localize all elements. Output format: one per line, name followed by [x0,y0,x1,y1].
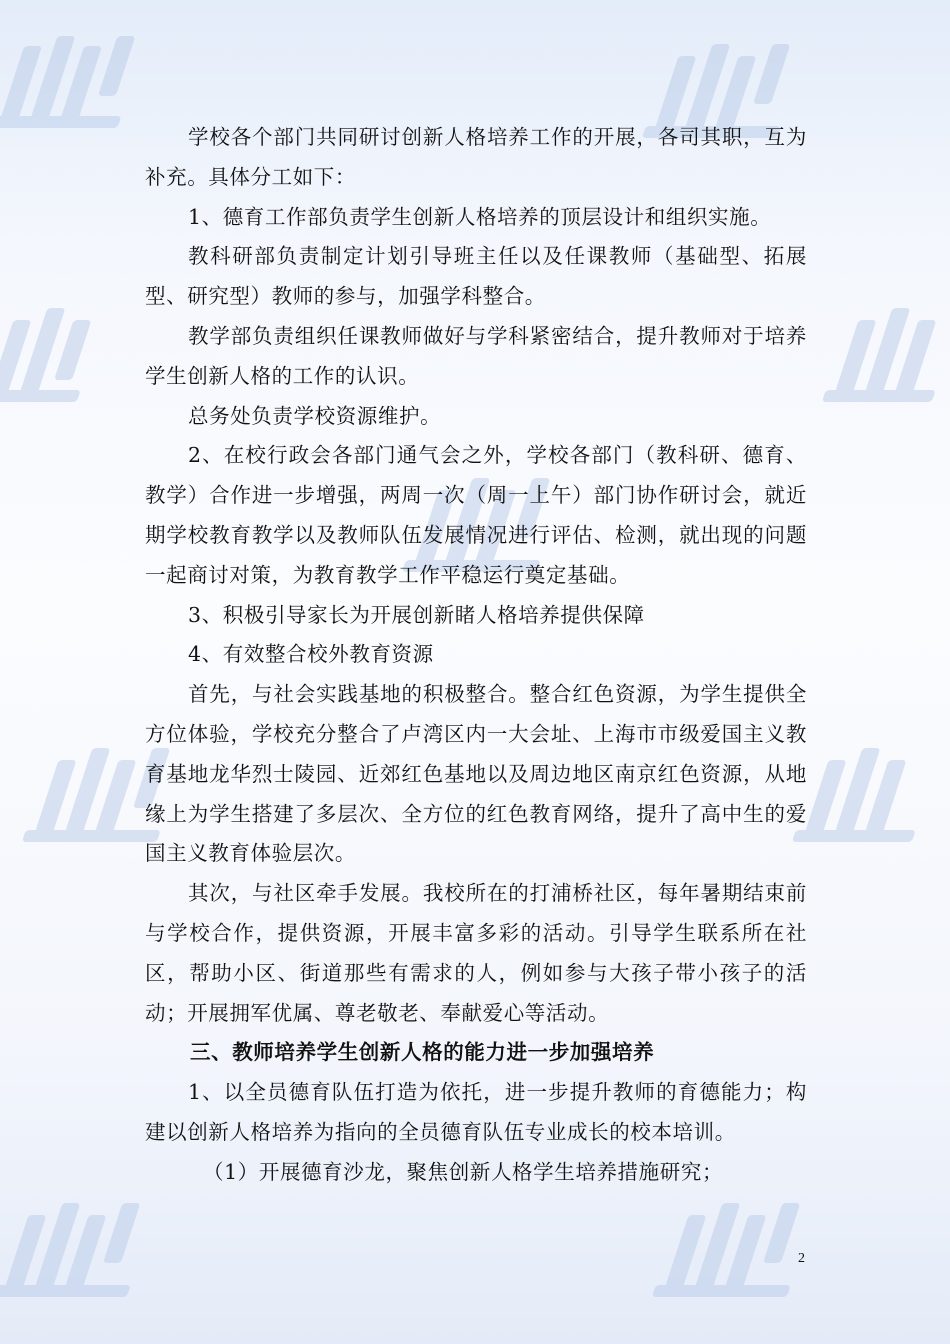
watermark-logo-middle-left [0,300,120,410]
paragraph-teaching-dept: 教学部负责组织任课教师做好与学科紧密结合，提升教师对于培养学生创新人格的工作的认识。 [145,323,807,388]
watermark-logo-lower-right [790,740,950,850]
paragraph-practice-bases: 首先，与社会实践基地的积极整合。整合红色资源，为学生提供全方位体验，学校充分整合了卢湾区内一大会址、上海市市级爱国主义教育基地龙华烈士陵园、近郊红色基地以及周边地区南京红色资源，从地缘上为学生搭建了多层次、全方位的红色教育网络，提升了高中生的爱国主义教育体验层次。 [145,682,807,866]
paragraph-cooperation-meeting: 2、在校行政会各部门通气会之外，学校各部门（教科研、德育、教学）合作进一步增强，两周一次（周一上午）部门协作研讨会，就近期学校教育教学以及教师队伍发展情况进行评估、检测，就出现的问题一起商讨对策，为教育教学工作平稳运行奠定基础。 [145,443,807,587]
watermark-logo-bottom-right [650,1195,850,1305]
paragraph-external-resources: 4、有效整合校外教育资源 [188,642,434,667]
document-page [145,118,807,1193]
paragraph-general-affairs: 总务处负责学校资源维护。 [188,403,442,428]
paragraph-moral-education-dept: 1、德育工作部负责学生创新人格培养的顶层设计和组织实施。 [188,204,772,229]
paragraph-research-dept: 教科研部负责制定计划引导班主任以及任课教师（基础型、拓展型、研究型）教师的参与，加强学科整合。 [145,244,807,309]
page-number: 2 [798,1251,805,1266]
watermark-logo-bottom-left [0,1195,190,1305]
paragraph-department-collaboration: 学校各个部门共同研讨创新人格培养工作的开展，各司其职，互为补充。具体分工如下： [145,125,807,189]
paragraph-community: 其次，与社区牵手发展。我校所在的打浦桥社区，每年暑期结束前与学校合作，提供资源，开展丰富多彩的活动。引导学生联系所在社区，帮助小区、街道那些有需求的人，例如参与大孩子带小孩子的活动；开展拥军优属、尊老敬老、奉献爱心等活动。 [145,881,807,1025]
watermark-logo-middle-right [820,300,950,410]
paragraph-moral-salon: （1）开展德育沙龙，聚焦创新人格学生培养措施研究； [203,1159,724,1184]
paragraph-staff-training: 1、以全员德育队伍打造为依托，进一步提升教师的育德能力；构建以创新人格培养为指向的全员德育队伍专业成长的校本培训。 [145,1080,807,1144]
section-heading-teacher-training: 三、教师培养学生创新人格的能力进一步加强培养 [190,1040,655,1065]
paragraph-parents-support: 3、积极引导家长为开展创新睹人格培养提供保障 [188,602,645,627]
